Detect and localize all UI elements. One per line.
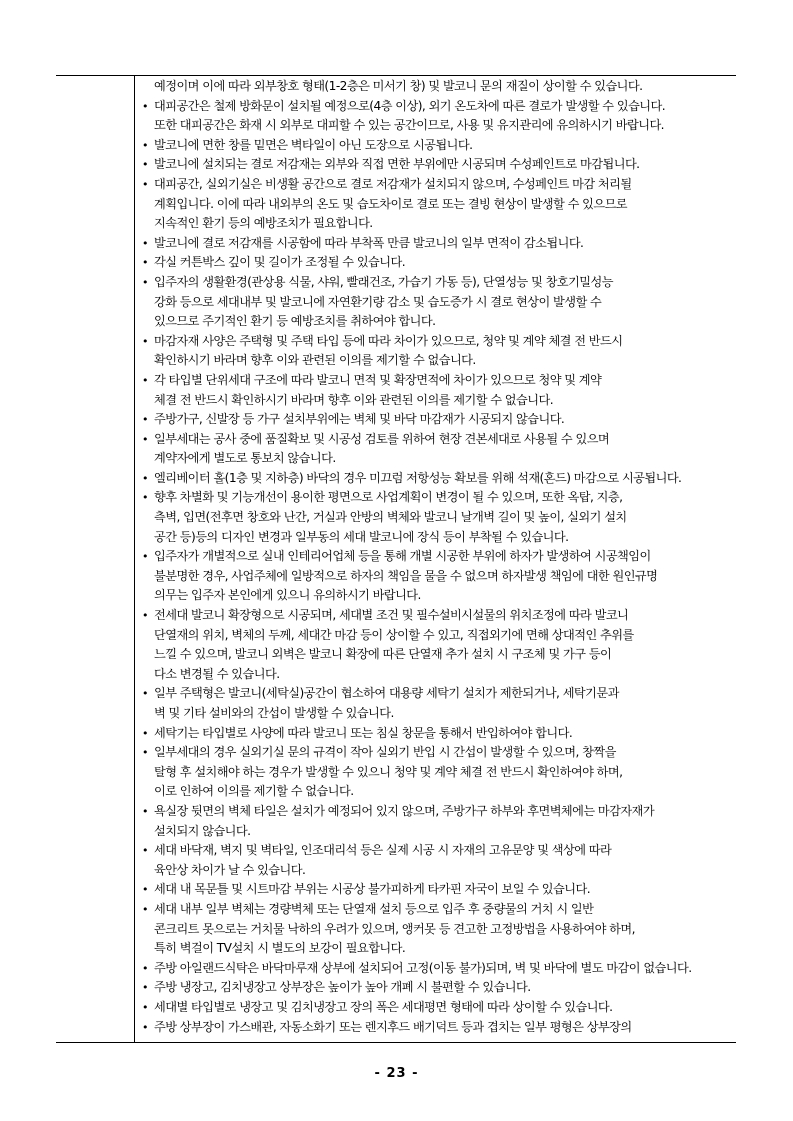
notice-text-line: 측벽, 입면(전후면 창호와 난간, 거실과 안방의 벽체와 발코니 날개벽 길이 및 높이, 실외기 설치 bbox=[154, 510, 627, 525]
notice-item bbox=[141, 802, 736, 841]
bullet-icon: • bbox=[142, 256, 149, 270]
notice-text-line: 단열재의 위치, 벽체의 두께, 세대간 마감 등이 상이할 수 있고, 직접외기에 면해 상대적인 추위를 bbox=[154, 627, 634, 642]
notice-item bbox=[141, 253, 736, 273]
bullet-icon: • bbox=[142, 373, 149, 387]
notice-text-line: 강화 등으로 세대내부 및 발코니에 자연환기량 감소 및 습도증가 시 결로 현상이 발생할 수 bbox=[154, 294, 602, 309]
bullet-icon: • bbox=[142, 236, 149, 250]
bullet-icon: • bbox=[142, 275, 149, 289]
bullet-icon: • bbox=[142, 804, 149, 818]
bullet-icon: • bbox=[142, 687, 149, 701]
notice-text-line: 주방 상부장이 가스배관, 자동소화기 또는 렌지후드 배기덕트 등과 겹치는 일부 평형은 상부장의 bbox=[154, 1019, 632, 1034]
notice-text-line: 세대별 타입별로 냉장고 및 김치냉장고 장의 폭은 세대평면 형태에 따라 상이할 수 있습니다. bbox=[154, 999, 613, 1014]
notice-text-line: 주방 냉장고, 김치냉장고 상부장은 높이가 높아 개폐 시 불편할 수 있습니다. bbox=[154, 980, 531, 995]
notice-text-line: 대피공간은 철제 방화문이 설치될 예정으로(4층 이상), 외기 온도차에 따른 결로가 발생할 수 있습니다. bbox=[154, 98, 666, 113]
notice-item bbox=[141, 998, 736, 1018]
bullet-icon: • bbox=[142, 99, 149, 113]
notice-item bbox=[141, 743, 736, 802]
notice-text-line: 특히 벽걸이 TV설치 시 별도의 보강이 필요합니다. bbox=[154, 941, 406, 956]
bullet-icon: • bbox=[142, 1020, 149, 1034]
bullet-icon: • bbox=[142, 413, 149, 427]
notice-text-line: 엘리베이터 홀(1층 및 지하층) 바닥의 경우 미끄럼 저항성능 확보를 위해 석재(혼드) 마감으로 시공됩니다. bbox=[154, 470, 682, 485]
notice-text-line: 세대 내 목문틀 및 시트마감 부위는 시공상 불가피하게 타카핀 자국이 보일 수 있습니다. bbox=[154, 882, 591, 897]
notice-item bbox=[141, 959, 736, 979]
notice-text-line: 욕실장 뒷면의 벽체 타일은 설치가 예정되어 있지 않으며, 주방가구 하부와 후면벽체에는 마감자재가 bbox=[154, 803, 655, 818]
notice-text-line: 일부 주택형은 발코니(세탁실)공간이 협소하여 대용량 세탁기 설치가 제한되거나, 세탁기문과 bbox=[154, 686, 619, 701]
notice-text-line: 의무는 입주자 본인에게 있으니 유의하시기 바랍니다. bbox=[154, 588, 421, 603]
notice-item bbox=[141, 175, 736, 234]
notice-item bbox=[141, 880, 736, 900]
notice-text-line: 불분명한 경우, 사업주체에 일방적으로 하자의 책임을 물을 수 없으며 하자발생 책임에 대한 원인규명 bbox=[154, 568, 658, 583]
notice-text-line: 계획입니다. 이에 따라 내외부의 온도 및 습도차이로 결로 또는 결빙 현상이 발생할 수 있으므로 bbox=[154, 196, 628, 211]
notice-text-line: 예정이며 이에 따라 외부창호 형태(1-2층은 미서기 창) 및 발코니 문의 재질이 상이할 수 있습니다. bbox=[154, 79, 643, 93]
notice-text-line: 발코니에 면한 창를 밑면은 벽타일이 아닌 도장으로 시공됩니다. bbox=[154, 137, 473, 152]
notice-text-line: 일부세대의 경우 실외기실 문의 규격이 작아 실외기 반입 시 간섭이 발생할 수 있으며, 창짝을 bbox=[154, 745, 616, 760]
bullet-icon: • bbox=[142, 138, 149, 152]
notice-item bbox=[141, 1018, 736, 1038]
bullet-icon: • bbox=[142, 726, 149, 740]
notice-text-line: 느낄 수 있으며, 발코니 외벽은 발코니 확장에 따른 단열재 추가 설치 시 구조체 및 가구 등이 bbox=[154, 647, 612, 662]
notice-item bbox=[141, 684, 736, 723]
notice-text-line: 세탁기는 타입별로 사양에 따라 발코니 또는 침실 창문을 통해서 반입하여야 합니다. bbox=[154, 725, 573, 740]
page-number: - 23 - bbox=[374, 1066, 419, 1081]
notice-item bbox=[141, 606, 736, 684]
bullet-icon: • bbox=[142, 981, 149, 995]
bullet-icon: • bbox=[142, 844, 149, 858]
notice-text-line: 지속적인 환기 등의 예방조치가 필요합니다. bbox=[154, 216, 373, 231]
notice-text-line: 체결 전 반드시 확인하시기 바라며 향후 이와 관련된 이의를 제기할 수 없습니다. bbox=[154, 392, 554, 407]
notice-text-line: 일부세대는 공사 중에 품질확보 및 시공성 검토를 위하여 현장 견본세대로 사용될 수 있으며 bbox=[154, 431, 610, 446]
notice-item bbox=[141, 430, 736, 469]
bullet-icon: • bbox=[142, 961, 149, 975]
notice-item bbox=[141, 547, 736, 606]
bullet-icon: • bbox=[142, 746, 149, 760]
notice-text-line: 설치되지 않습니다. bbox=[154, 823, 251, 838]
notice-text-line: 전세대 발코니 확장형으로 시공되며, 세대별 조건 및 필수설비시설물의 위치조정에 따라 발코니 bbox=[154, 608, 629, 623]
notice-item bbox=[141, 724, 736, 744]
bullet-icon: • bbox=[142, 1000, 149, 1014]
notice-item bbox=[141, 234, 736, 254]
notice-text-line: 탈형 후 설치해야 하는 경우가 발생할 수 있으니 청약 및 계약 체결 전 반드시 확인하여야 하며, bbox=[154, 764, 623, 779]
notice-text-line: 콘크리트 못으로는 거치물 낙하의 우려가 있으며, 앵커못 등 견고한 고정방법을 사용하여야 하며, bbox=[154, 921, 635, 936]
notice-text-line: 벽 및 기타 설비와의 간섭이 발생할 수 있습니다. bbox=[154, 706, 394, 720]
notice-item bbox=[141, 841, 736, 880]
notice-text-line: 각 타입별 단위세대 구조에 따라 발코니 면적 및 확장면적에 차이가 있으므로 청약 및 계약 bbox=[154, 372, 602, 387]
notice-item bbox=[141, 77, 736, 97]
bullet-icon: • bbox=[142, 491, 149, 505]
bullet-icon: • bbox=[142, 334, 149, 348]
notice-item bbox=[141, 488, 736, 547]
bullet-icon: • bbox=[142, 902, 149, 916]
notice-item bbox=[141, 273, 736, 332]
bullet-icon: • bbox=[142, 158, 149, 172]
notice-text-line: 또한 대피공간은 화재 시 외부로 대피할 수 있는 공간이므로, 사용 및 유지관리에 유의하시기 바랍니다. bbox=[154, 118, 665, 133]
bullet-icon: • bbox=[142, 609, 149, 623]
notice-text-line: 주방가구, 신발장 등 가구 설치부위에는 벽체 및 바닥 마감재가 시공되지 않습니다. bbox=[154, 412, 565, 427]
notice-text-line: 이로 인하여 이의를 제기할 수 없습니다. bbox=[154, 784, 354, 799]
notice-text-line: 육안상 차이가 날 수 있습니다. bbox=[154, 862, 306, 877]
notice-item bbox=[141, 332, 736, 371]
category-column bbox=[56, 76, 135, 1042]
notice-item bbox=[141, 371, 736, 410]
notice-text-line: 세대 내부 일부 벽체는 경량벽체 또는 단열재 설치 등으로 입주 후 중량물의 거치 시 일반 bbox=[154, 901, 594, 916]
notice-item bbox=[141, 900, 736, 959]
notice-item bbox=[141, 155, 736, 175]
notice-text-line: 각실 커튼박스 깊이 및 길이가 조정될 수 있습니다. bbox=[154, 255, 406, 270]
notice-text-line: 확인하시기 바라며 향후 이와 관련된 이의를 제기할 수 없습니다. bbox=[154, 353, 476, 368]
notice-text-line: 대피공간, 실외기실은 비생활 공간으로 결로 저감재가 설치되지 않으며, 수성페인트 마감 처리될 bbox=[154, 176, 632, 191]
notice-list bbox=[135, 77, 736, 1042]
notice-text-line: 입주자의 생활환경(관상용 식물, 샤워, 빨래건조, 가습기 가동 등), 단열성능 및 창호기밀성능 bbox=[154, 274, 613, 289]
bullet-icon: • bbox=[142, 432, 149, 446]
notice-item bbox=[141, 469, 736, 489]
notice-text-line: 공간 등)등의 디자인 변경과 일부동의 세대 발코니에 장식 등이 부착될 수 있습니다. bbox=[154, 529, 569, 544]
notice-text-line: 세대 바닥재, 벽지 및 벽타일, 인조대리석 등은 실제 시공 시 자재의 고유문양 및 색상에 따라 bbox=[154, 843, 612, 858]
bullet-icon: • bbox=[142, 177, 149, 191]
notice-table bbox=[56, 75, 736, 1043]
notice-item bbox=[141, 97, 736, 136]
notice-text-line: 다소 변경될 수 있습니다. bbox=[154, 666, 280, 681]
notice-text-line: 입주자가 개별적으로 실내 인테리어업체 등을 통해 개별 시공한 부위에 하자가 발생하여 시공책임이 bbox=[154, 549, 651, 564]
bullet-icon: • bbox=[142, 471, 149, 485]
notice-text-line: 발코니에 결로 저감재를 시공함에 따라 부착폭 만큼 발코니의 일부 면적이 감소됩니다. bbox=[154, 235, 584, 250]
notice-text-line: 있으므로 주기적인 환기 등 예방조치를 취하여야 합니다. bbox=[154, 314, 436, 329]
notice-text-line: 계약자에게 별도로 통보치 않습니다. bbox=[154, 451, 336, 466]
notice-text-line: 발코니에 설치되는 결로 저감재는 외부와 직접 면한 부위에만 시공되며 수성페인트로 마감됩니다. bbox=[154, 157, 640, 172]
notice-item bbox=[141, 136, 736, 156]
notice-item bbox=[141, 410, 736, 430]
notice-text-line: 주방 아일랜드식탁은 바닥마루재 상부에 설치되어 고정(이동 불가)되며, 벽 및 바닥에 별도 마감이 없습니다. bbox=[154, 960, 692, 975]
bullet-icon: • bbox=[142, 550, 149, 564]
notice-text-line: 마감자재 사양은 주택형 및 주택 타입 등에 따라 차이가 있으므로, 청약 및 계약 체결 전 반드시 bbox=[154, 333, 623, 348]
notice-text-line: 향후 차별화 및 기능개선이 용이한 평면으로 사업계획이 변경이 될 수 있으며, 또한 옥탑, 지층, bbox=[154, 490, 623, 505]
bullet-icon: • bbox=[142, 883, 149, 897]
notice-item bbox=[141, 978, 736, 998]
